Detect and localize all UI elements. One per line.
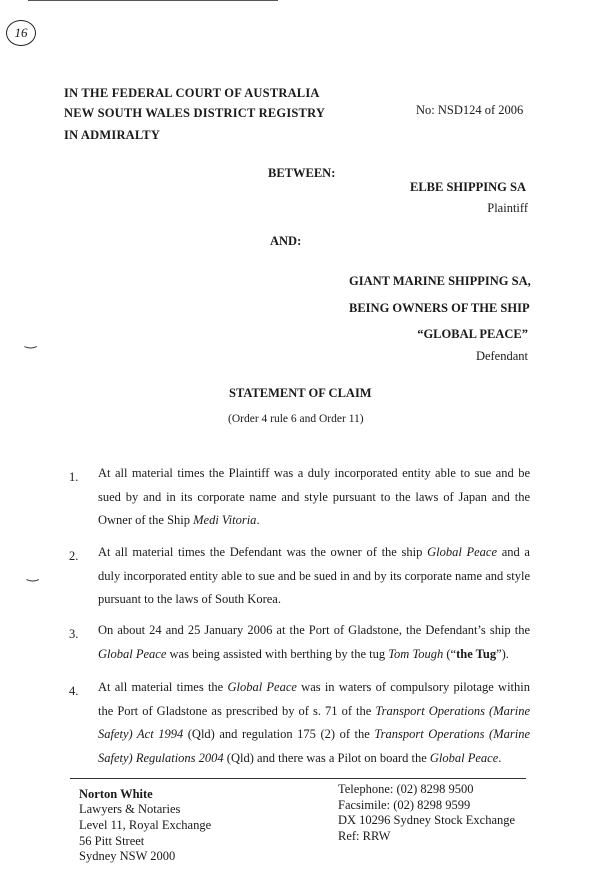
ship-name: “GLOBAL PEACE” <box>417 327 528 341</box>
page-number-mark: 16 <box>6 20 36 46</box>
paragraph-number: 1. <box>69 470 79 484</box>
and-label: AND: <box>270 234 302 248</box>
footer-rule <box>70 778 526 779</box>
jurisdiction: IN ADMIRALTY <box>64 128 161 142</box>
paragraph-1: At all material times the Plaintiff was a duly incorporated entity able to sue and be sued by and in its corporate name and style pursuant to the laws of Japan and the Owner of the Ship Medi Vitoria. <box>98 466 530 527</box>
document-subtitle: (Order 4 rule 6 and Order 11) <box>228 413 364 425</box>
facsimile: Facsimile: (02) 8298 9599 <box>338 798 471 812</box>
dx-number: DX 10296 Sydney Stock Exchange <box>338 813 516 827</box>
margin-mark: ‿ <box>27 567 39 582</box>
address-line-2: 56 Pitt Street <box>79 834 145 848</box>
top-rule <box>28 0 278 1</box>
between-label: BETWEEN: <box>268 166 336 180</box>
firm-description: Lawyers & Notaries <box>79 802 181 816</box>
case-number: No: NSD124 of 2006 <box>416 103 524 117</box>
defendant-owner-line: BEING OWNERS OF THE SHIP <box>349 301 530 315</box>
registry-name: NEW SOUTH WALES DISTRICT REGISTRY <box>64 106 326 120</box>
reference: Ref: RRW <box>338 829 391 843</box>
paragraph-number: 3. <box>69 627 79 641</box>
paragraph-3: On about 24 and 25 January 2006 at the Port of Gladstone, the Defendant’s ship the Global Peace was being assisted with berthing by the tug Tom Tough (“the Tug”). <box>98 623 530 661</box>
firm-name: Norton White <box>79 787 153 801</box>
paragraph-number: 2. <box>69 549 79 563</box>
paragraph-number: 4. <box>69 684 79 698</box>
margin-mark: ‿ <box>25 334 37 349</box>
paragraph-4: At all material times the Global Peace was in waters of compulsory pilotage within the Port of Gladstone as prescribed by of s. 71 of the Transport Operations (Marine Safety) Act 1994 (Qld) and regulation 175 (2) of the Transport Operations (Marine Safety) Regulations 2004 (Qld) and there was a Pilot on board the Global Peace. <box>98 680 530 765</box>
address-line-3: Sydney NSW 2000 <box>79 849 176 863</box>
telephone: Telephone: (02) 8298 9500 <box>338 782 474 796</box>
defendant-role: Defendant <box>475 349 528 363</box>
defendant-name: GIANT MARINE SHIPPING SA, <box>349 274 531 288</box>
plaintiff-role: Plaintiff <box>487 201 528 215</box>
paragraph-2: At all material times the Defendant was the owner of the ship Global Peace and a duly incorporated entity able to sue and be sued in and by its corporate name and style pursuant to the laws of South Korea. <box>98 545 530 606</box>
plaintiff-name: ELBE SHIPPING SA <box>409 180 526 194</box>
document-title: STATEMENT OF CLAIM <box>229 386 372 400</box>
court-name: IN THE FEDERAL COURT OF AUSTRALIA <box>64 86 320 100</box>
address-line-1: Level 11, Royal Exchange <box>79 818 212 832</box>
